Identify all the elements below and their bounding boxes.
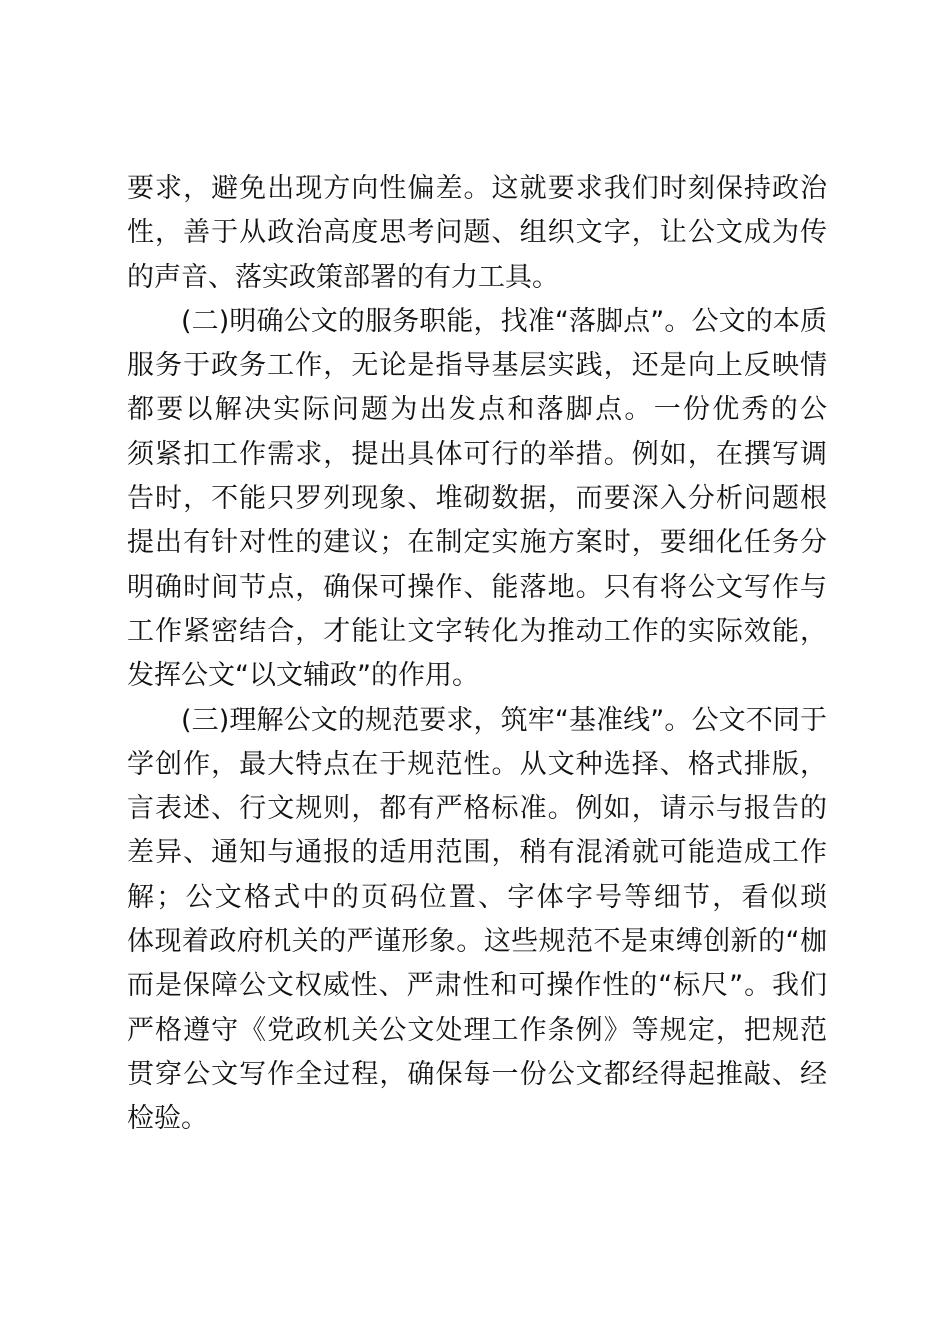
paragraph-2-line-8: 工作紧密结合，才能让文字转化为推动工作的实际效能， [127,615,827,647]
paragraph-2-line-9: 发挥公文“以文辅政”的作用。 [127,660,479,692]
paragraph-3-line-8: 严格遵守《党政机关公文处理工作条例》等规定，把规范 [127,1014,827,1046]
paragraph-3-line-2: 学创作，最大特点在于规范性。从文种选择、格式排版， [127,748,827,780]
paragraph-3-line-6: 体现着政府机关的严谨形象。这些规范不是束缚创新的“枷 [127,926,827,958]
paragraph-2-line-1: (二)明确公文的服务职能，找准“落脚点”。公文的本质 [181,305,827,337]
paragraph-1-line-2: 性，善于从政治高度思考问题、组织文字，让公文成为传 [127,217,827,249]
paragraph-3-line-5: 解；公文格式中的页码位置、字体字号等细节，看似琐 [127,881,827,913]
paragraph-3-line-1: (三)理解公文的规范要求，筑牢“基准线”。公文不同于 [181,704,827,736]
paragraph-3-line-3: 言表述、行文规则，都有严格标准。例如，请示与报告的 [127,793,827,825]
document-body [127,167,827,1142]
paragraph-2-line-2: 服务于政务工作，无论是指导基层实践，还是向上反映情 [127,350,827,382]
paragraph-3-line-4: 差异、通知与通报的适用范围，稍有混淆就可能造成工作 [127,837,827,869]
paragraph-3-line-9: 贯穿公文写作全过程，确保每一份公文都经得起推敲、经 [127,1058,827,1090]
paragraph-1-line-1: 要求，避免出现方向性偏差。这就要求我们时刻保持政治 [127,173,827,204]
paragraph-2-line-3: 都要以解决实际问题为出发点和落脚点。一份优秀的公 [127,394,827,426]
paragraph-2-line-4: 须紧扣工作需求，提出具体可行的举措。例如，在撰写调 [127,438,827,470]
paragraph-3-line-7: 而是保障公文权威性、严肃性和可操作性的“标尺”。我们 [127,970,827,1002]
paragraph-3-line-10: 检验。 [127,1103,208,1135]
paragraph-2-line-7: 明确时间节点，确保可操作、能落地。只有将公文写作与 [127,571,827,603]
paragraph-2-line-5: 告时，不能只罗列现象、堆砌数据，而要深入分析问题根 [127,483,827,515]
paragraph-2-line-6: 提出有针对性的建议；在制定实施方案时，要细化任务分 [127,527,827,559]
paragraph-1-line-3: 的声音、落实政策部署的有力工具。 [127,261,559,293]
